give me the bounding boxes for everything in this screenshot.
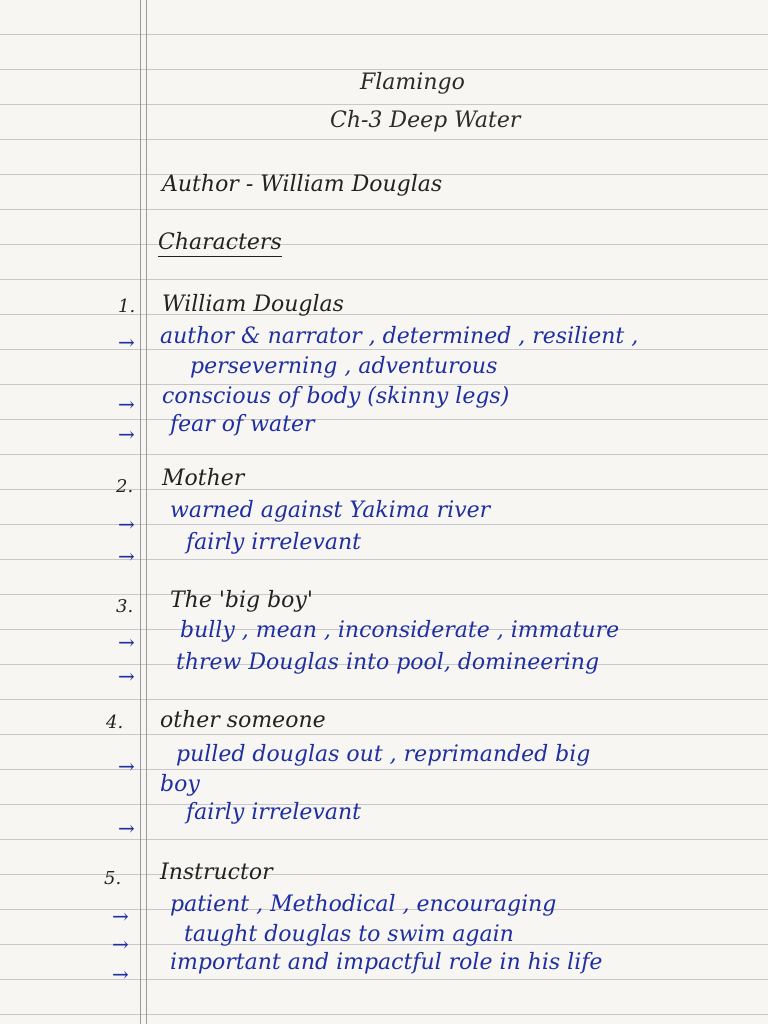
arrow-icon: →: [118, 422, 135, 446]
character-note: bully , mean , inconsiderate , immature: [180, 618, 620, 643]
arrow-icon: →: [118, 664, 135, 688]
character-note: fairly irrelevant: [186, 800, 361, 825]
character-note: patient , Methodical , encouraging: [170, 892, 557, 917]
author-line: Author - William Douglas: [162, 172, 443, 197]
character-number: 5.: [104, 868, 122, 889]
character-note: threw Douglas into pool, domineering: [176, 650, 600, 675]
character-name: Instructor: [160, 860, 273, 885]
character-name: other someone: [160, 708, 326, 733]
chapter-title: Ch-3 Deep Water: [330, 108, 521, 133]
character-note: important and impactful role in his life: [170, 950, 603, 975]
page-title: Flamingo: [360, 70, 465, 95]
character-name: Mother: [162, 466, 245, 491]
arrow-icon: →: [118, 816, 135, 840]
character-note: taught douglas to swim again: [184, 922, 514, 947]
arrow-icon: →: [118, 754, 135, 778]
arrow-icon: →: [112, 932, 129, 956]
characters-heading: Characters: [158, 230, 282, 255]
character-note: boy: [160, 772, 200, 797]
character-note: pulled douglas out , reprimanded big: [176, 742, 591, 767]
character-number: 1.: [118, 296, 136, 317]
character-number: 2.: [116, 476, 134, 497]
arrow-icon: →: [112, 962, 129, 986]
character-note: fairly irrelevant: [186, 530, 361, 555]
character-note: author & narrator , determined , resilient ,: [160, 324, 639, 349]
margin-line-left: [140, 0, 141, 1024]
character-note: perseverning , adventurous: [190, 354, 498, 379]
arrow-icon: →: [118, 544, 135, 568]
character-note: warned against Yakima river: [170, 498, 491, 523]
arrow-icon: →: [118, 512, 135, 536]
arrow-icon: →: [118, 330, 135, 354]
arrow-icon: →: [112, 904, 129, 928]
arrow-icon: →: [118, 392, 135, 416]
character-note: fear of water: [170, 412, 315, 437]
character-note: conscious of body (skinny legs): [162, 384, 510, 409]
margin-line-right: [146, 0, 147, 1024]
character-name: William Douglas: [162, 292, 344, 317]
arrow-icon: →: [118, 630, 135, 654]
character-number: 3.: [116, 596, 134, 617]
character-number: 4.: [106, 712, 124, 733]
character-name: The 'big boy': [170, 588, 313, 613]
